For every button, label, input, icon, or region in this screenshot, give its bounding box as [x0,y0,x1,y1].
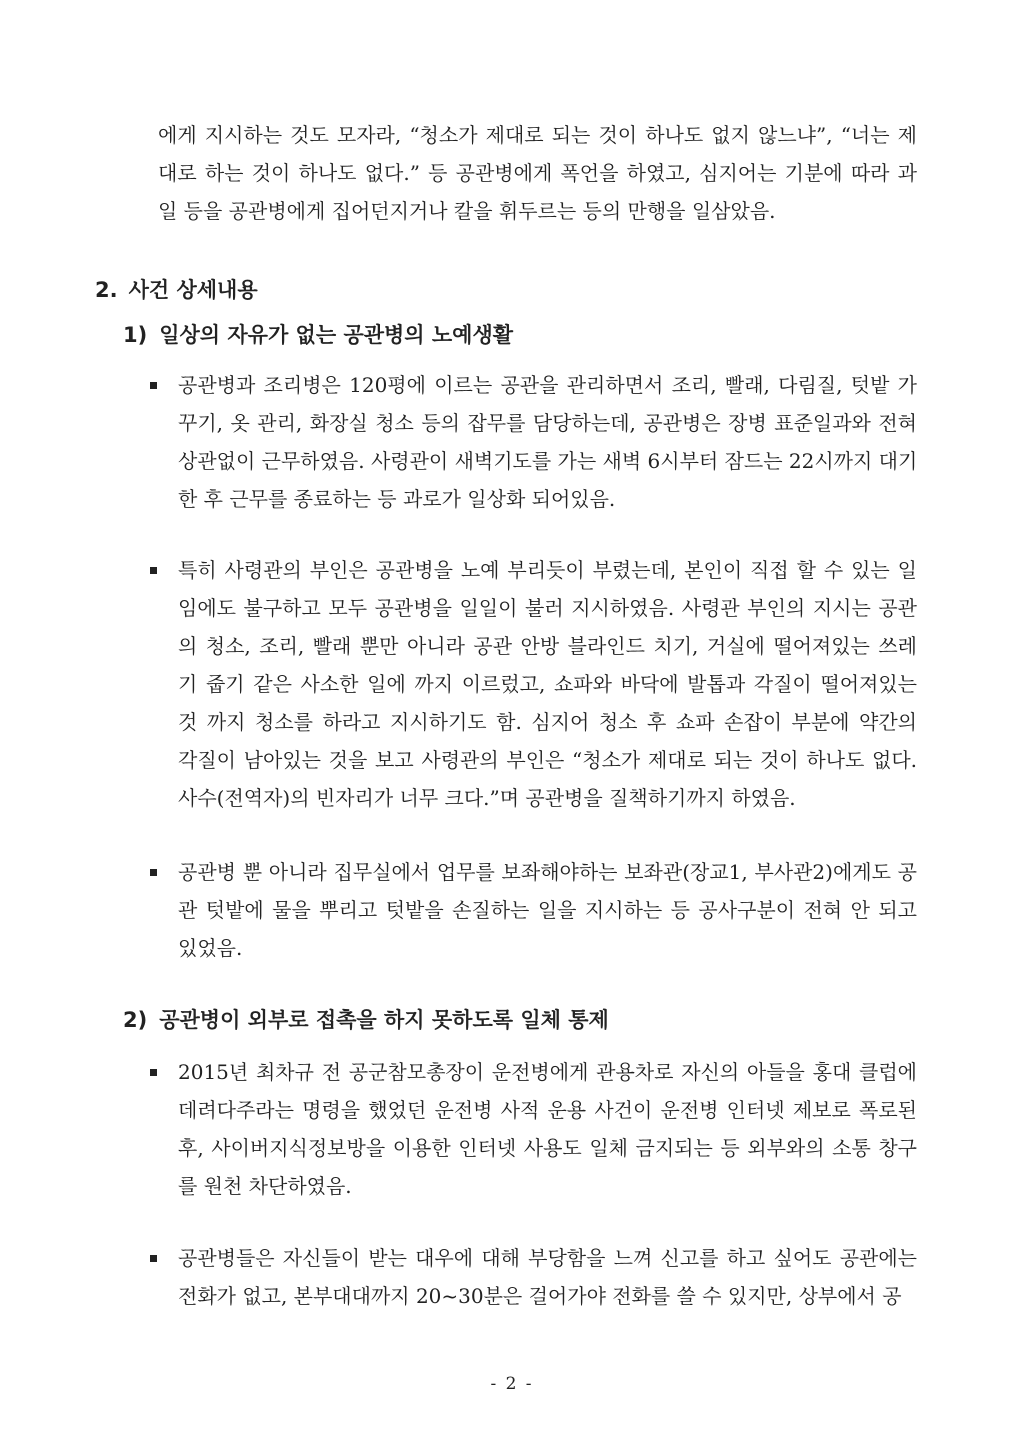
section-number: 2. [95,278,118,302]
text-line: 에게 지시하는 것도 모자라, “청소가 제대로 되는 것이 하나도 없지 않느냐”, “너는 제 [158,123,917,147]
subsection-2-number: 2) [123,1008,148,1032]
text-line: 데려다주라는 명령을 했었던 운전병 사적 운용 사건이 운전병 인터넷 제보로 폭로된 [178,1098,917,1122]
intro-paragraph [158,116,917,230]
subsection-2-title: 공관병이 외부로 접촉을 하지 못하도록 일체 통제 [159,1008,609,1032]
text-line: 공관병과 조리병은 120평에 이르는 공관을 관리하면서 조리, 빨래, 다림질, 텃밭 가 [178,373,917,397]
bullet-text [178,1053,917,1205]
bullet-item [148,1239,917,1315]
bullet-item [148,366,917,518]
bullet-text [178,853,917,967]
text-line: 기 줍기 같은 사소한 일에 까지 이르렀고, 쇼파와 바닥에 발톱과 각질이 떨어져있는 [178,672,917,696]
bullet-text [178,1239,917,1315]
section-title: 사건 상세내용 [128,278,258,302]
bullet-square-icon [150,567,157,574]
subsection-2-heading [123,1001,609,1039]
bullet-item [148,853,917,967]
subsection-1-title: 일상의 자유가 없는 공관병의 노예생활 [159,323,514,347]
text-line: 를 원천 차단하였음. [178,1174,352,1198]
page-number: - 2 - [490,1374,534,1394]
bullet-square-icon [150,1069,157,1076]
text-line: 있었음. [178,936,243,960]
text-line: 것 까지 청소를 하라고 지시하기도 함. 심지어 청소 후 쇼파 손잡이 부분에 약간의 [178,710,917,734]
bullet-square-icon [150,1255,157,1262]
text-line: 2015년 최차규 전 공군참모총장이 운전병에게 관용차로 자신의 아들을 홍대 클럽에 [178,1060,917,1084]
text-line: 사수(전역자)의 빈자리가 너무 크다.”며 공관병을 질책하기까지 하였음. [178,786,796,810]
text-line: 공관병들은 자신들이 받는 대우에 대해 부당함을 느껴 신고를 하고 싶어도 공관에는 [178,1246,917,1270]
subsection-1-heading [123,316,513,354]
text-line: 각질이 남아있는 것을 보고 사령관의 부인은 “청소가 제대로 되는 것이 하나도 없다. [178,748,917,772]
text-line: 꾸기, 옷 관리, 화장실 청소 등의 잡무를 담당하는데, 공관병은 장병 표준일과와 전혀 [178,411,917,435]
text-line: 일 등을 공관병에게 집어던지거나 칼을 휘두르는 등의 만행을 일삼았음. [158,199,776,223]
text-line: 공관병 뿐 아니라 집무실에서 업무를 보좌해야하는 보좌관(장교1, 부사관2)에게도 공 [178,860,917,884]
bullet-item [148,551,917,817]
text-line: 의 청소, 조리, 빨래 뿐만 아니라 공관 안방 블라인드 치기, 거실에 떨어져있는 쓰레 [178,634,917,658]
text-line: 임에도 불구하고 모두 공관병을 일일이 불러 지시하였음. 사령관 부인의 지시는 공관 [178,596,917,620]
text-line: 관 텃밭에 물을 뿌리고 텃밭을 손질하는 일을 지시하는 등 공사구분이 전혀 안 되고 [178,898,917,922]
text-line: 특히 사령관의 부인은 공관병을 노예 부리듯이 부렸는데, 본인이 직접 할 수 있는 일 [178,558,917,582]
bullet-square-icon [150,869,157,876]
text-line: 대로 하는 것이 하나도 없다.” 등 공관병에게 폭언을 하였고, 심지어는 기분에 따라 과 [158,161,917,185]
section-heading [95,271,258,309]
text-line: 한 후 근무를 종료하는 등 과로가 일상화 되어있음. [178,487,616,511]
bullet-text [178,366,917,518]
text-line: 후, 사이버지식정보방을 이용한 인터넷 사용도 일체 금지되는 등 외부와의 소통 창구 [178,1136,917,1160]
text-line: 상관없이 근무하였음. 사령관이 새벽기도를 가는 새벽 6시부터 잠드는 22시까지 대기 [178,449,917,473]
bullet-item [148,1053,917,1205]
text-line: 전화가 없고, 본부대대까지 20~30분은 걸어가야 전화를 쓸 수 있지만, 상부에서 공 [178,1284,902,1308]
bullet-text [178,551,917,817]
bullet-square-icon [150,382,157,389]
subsection-1-number: 1) [123,323,148,347]
